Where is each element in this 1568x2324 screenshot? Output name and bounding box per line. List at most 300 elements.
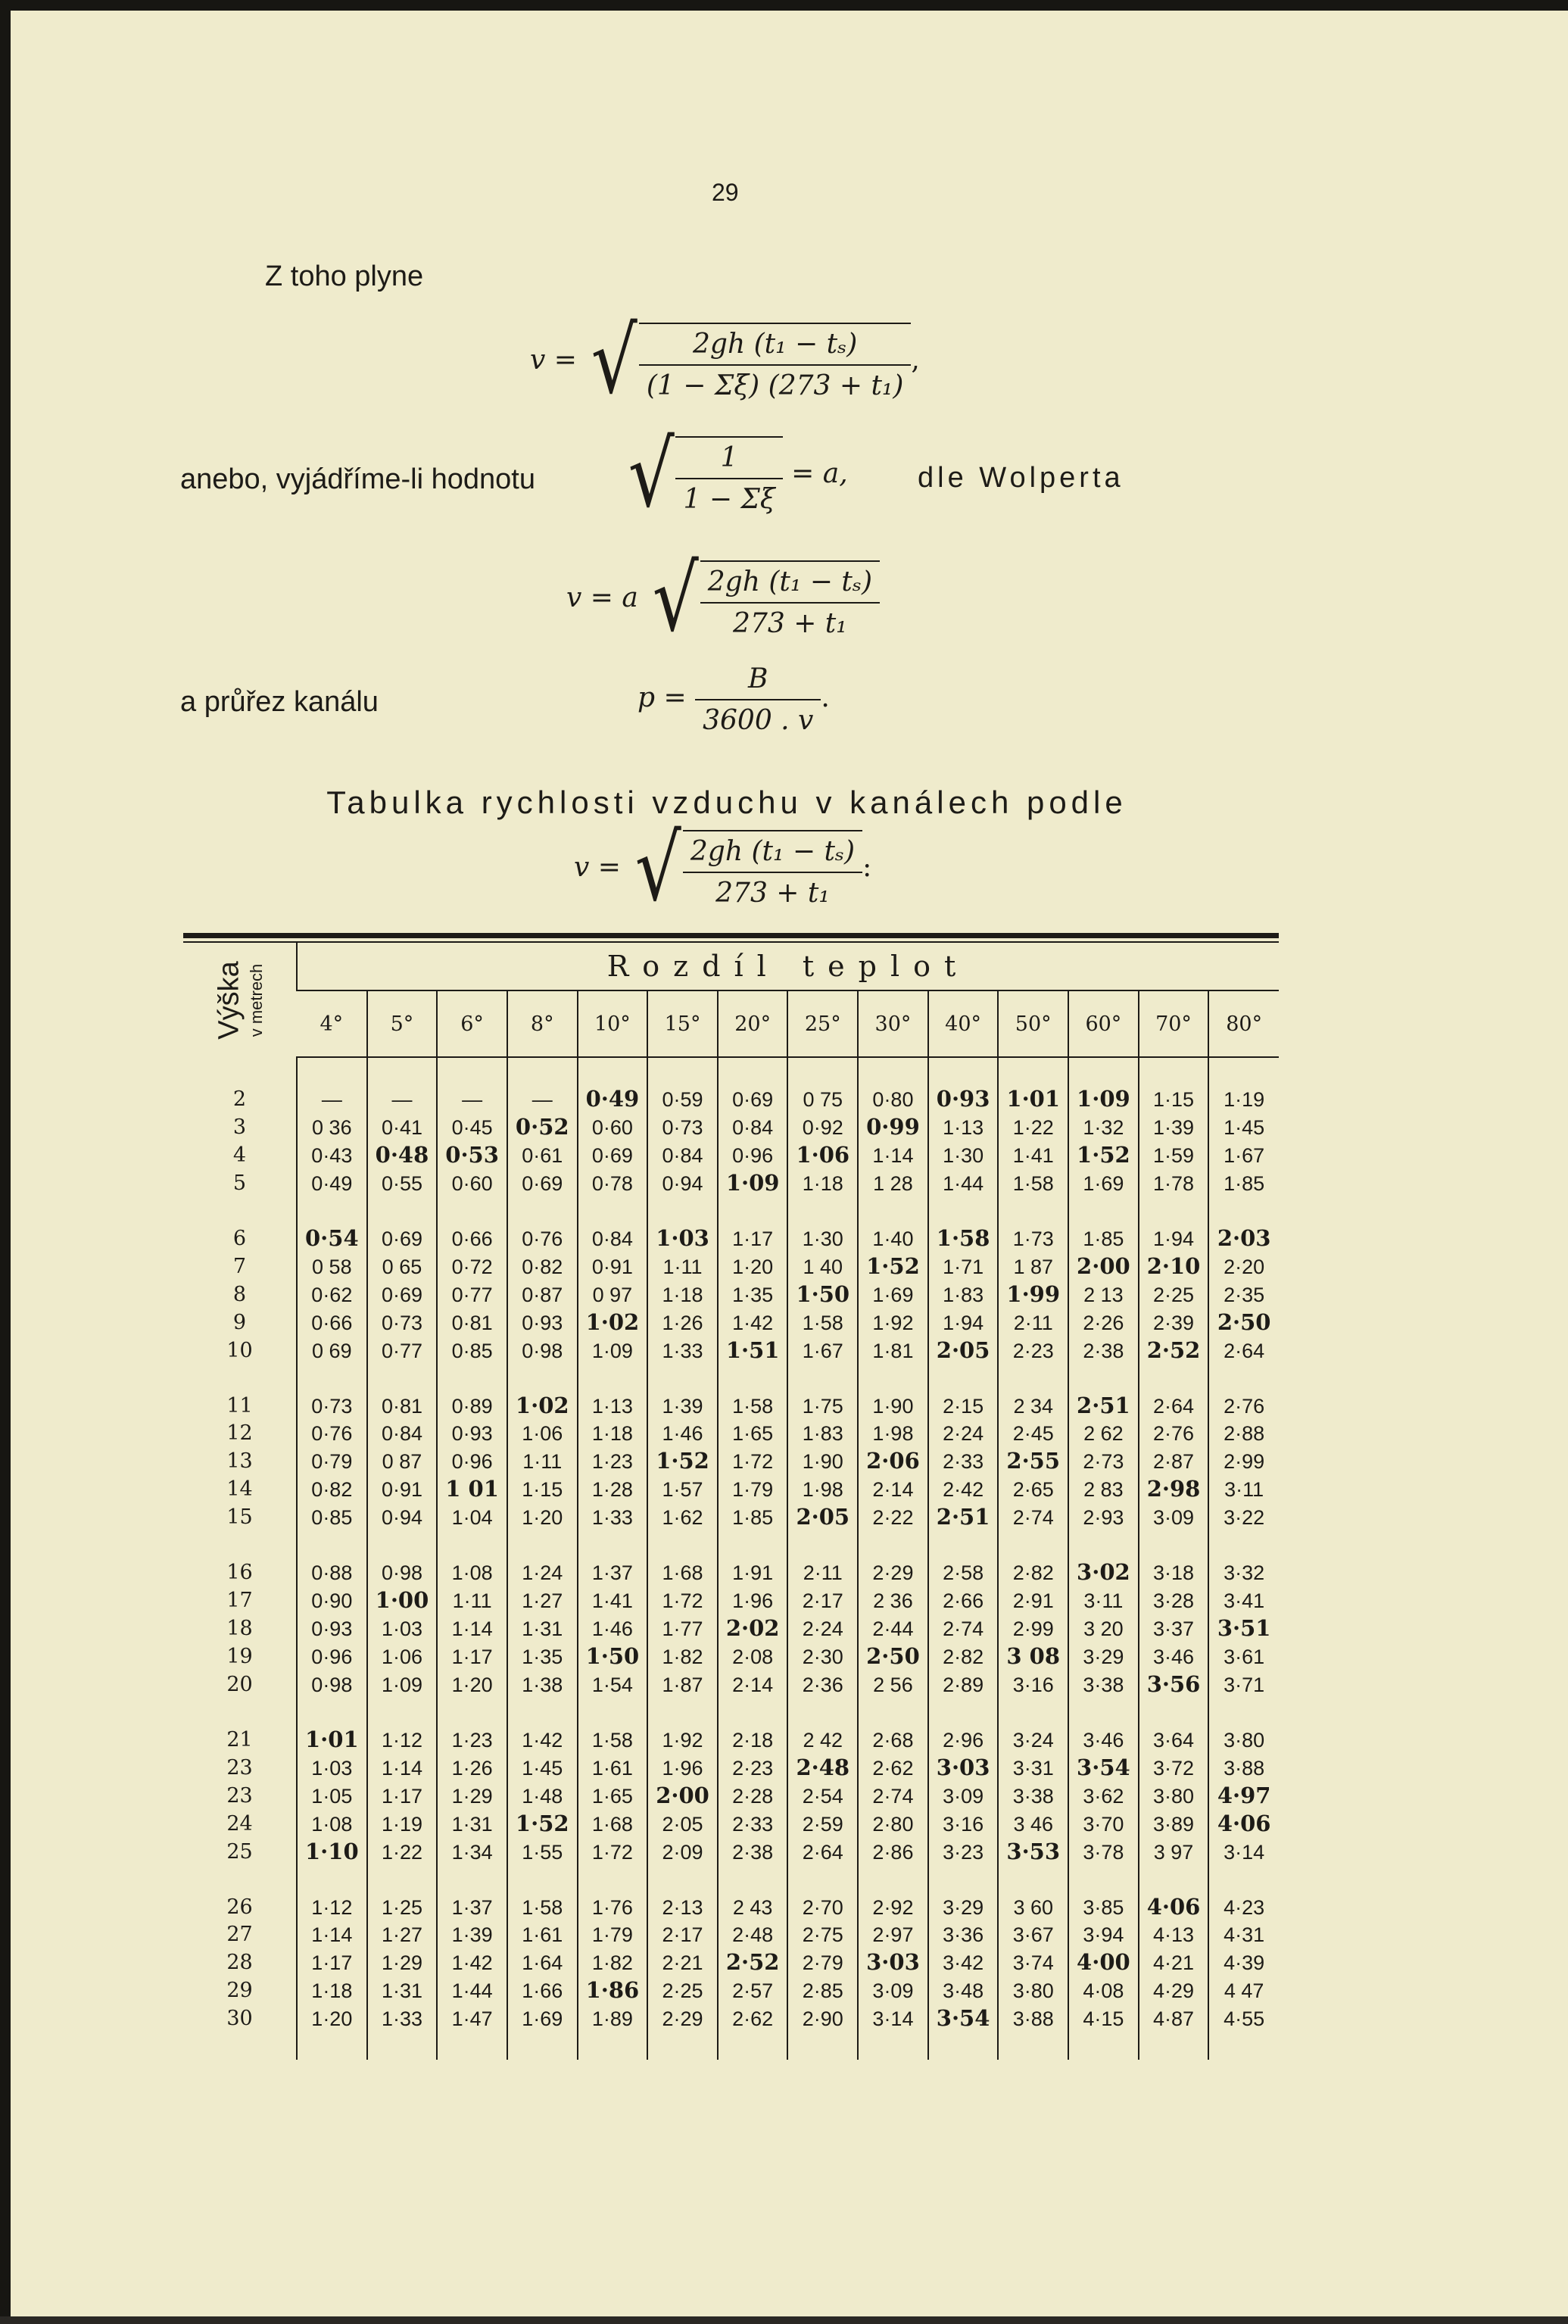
velocity-cell: 0 36 bbox=[297, 1113, 367, 1141]
velocity-cell: 1·96 bbox=[718, 1586, 788, 1614]
velocity-cell: 2·96 bbox=[928, 1726, 999, 1754]
velocity-cell: 1·31 bbox=[367, 1976, 438, 2004]
velocity-cell: 1·23 bbox=[437, 1726, 507, 1754]
velocity-cell: 2·58 bbox=[928, 1558, 999, 1586]
spacer-cell bbox=[1208, 2032, 1279, 2060]
spacer-cell bbox=[1139, 1866, 1209, 1893]
velocity-cell: 1·40 bbox=[858, 1224, 928, 1252]
column-header-2: 5° bbox=[367, 990, 438, 1057]
spacer-cell bbox=[507, 1531, 578, 1558]
velocity-value-bold: 1·52 bbox=[1077, 1142, 1130, 1168]
velocity-value-bold: 0·93 bbox=[936, 1086, 990, 1112]
velocity-cell: 1·09 bbox=[578, 1337, 648, 1365]
spacer-cell bbox=[507, 1365, 578, 1392]
velocity-cell: 2·99 bbox=[998, 1614, 1068, 1642]
velocity-cell: 2·74 bbox=[858, 1782, 928, 1810]
velocity-cell: 2·59 bbox=[787, 1810, 858, 1838]
velocity-cell: 1·59 bbox=[1139, 1141, 1209, 1169]
velocity-cell: 2·26 bbox=[1068, 1309, 1139, 1337]
velocity-cell bbox=[718, 1948, 788, 1976]
velocity-cell bbox=[858, 1252, 928, 1281]
formula-1-numerator: 2gh (t₁ − tₛ) bbox=[639, 329, 912, 366]
velocity-cell: 1·32 bbox=[1068, 1113, 1139, 1141]
velocity-cell: 0·96 bbox=[718, 1141, 788, 1169]
row-height-value: 26 bbox=[226, 1895, 253, 1919]
spacer-cell bbox=[718, 1866, 788, 1893]
formula-2-denominator: 1 − Σξ bbox=[683, 484, 775, 515]
velocity-cell: 0·92 bbox=[787, 1113, 858, 1141]
velocity-cell: 1·58 bbox=[787, 1309, 858, 1337]
velocity-cell: 1 87 bbox=[998, 1252, 1068, 1281]
velocity-cell: 1·18 bbox=[787, 1169, 858, 1197]
velocity-cell: 1·04 bbox=[437, 1503, 507, 1531]
velocity-cell: 1·57 bbox=[647, 1475, 718, 1503]
velocity-cell: — bbox=[437, 1085, 507, 1113]
group-separator bbox=[183, 1866, 1279, 1893]
velocity-cell: 2·99 bbox=[1208, 1447, 1279, 1475]
velocity-cell: 1·94 bbox=[1139, 1224, 1209, 1252]
table-row bbox=[183, 1085, 1279, 1113]
row-height-value: 11 bbox=[226, 1393, 253, 1418]
velocity-cell: 3·61 bbox=[1208, 1642, 1279, 1670]
velocity-cell: 2·57 bbox=[718, 1976, 788, 2004]
velocity-cell: 3·80 bbox=[1208, 1726, 1279, 1754]
velocity-cell: 1·05 bbox=[297, 1782, 367, 1810]
velocity-cell: 1·44 bbox=[437, 1976, 507, 2004]
velocity-cell: 1·65 bbox=[718, 1420, 788, 1447]
velocity-cell: 1·69 bbox=[1068, 1169, 1139, 1197]
velocity-cell: 2·65 bbox=[998, 1475, 1068, 1503]
velocity-cell: 0 75 bbox=[787, 1085, 858, 1113]
velocity-cell: 1·39 bbox=[1139, 1113, 1209, 1141]
velocity-cell: 0·79 bbox=[297, 1447, 367, 1475]
velocity-cell: 4·55 bbox=[1208, 2004, 1279, 2032]
velocity-value-bold: 2·98 bbox=[1146, 1476, 1201, 1502]
velocity-cell bbox=[297, 1224, 367, 1252]
velocity-value-bold: 1·50 bbox=[585, 1643, 640, 1669]
velocity-cell: 1·06 bbox=[507, 1420, 578, 1447]
table-row bbox=[183, 1141, 1279, 1169]
spacer-cell bbox=[183, 2032, 297, 2060]
formula-5-numerator: 2gh (t₁ − tₛ) bbox=[683, 836, 862, 873]
velocity-cell: 1·37 bbox=[437, 1893, 507, 1921]
velocity-cell bbox=[998, 1447, 1068, 1475]
velocity-cell: 2·44 bbox=[858, 1614, 928, 1642]
row-height-value: 5 bbox=[232, 1171, 247, 1195]
velocity-cell: 3·38 bbox=[998, 1782, 1068, 1810]
velocity-cell: 0·55 bbox=[367, 1169, 438, 1197]
page-number: 29 bbox=[712, 179, 739, 206]
velocity-cell: 0·96 bbox=[437, 1447, 507, 1475]
velocity-cell bbox=[1068, 1085, 1139, 1113]
velocity-value-bold: 2·51 bbox=[936, 1504, 990, 1530]
table-row bbox=[183, 1614, 1279, 1642]
velocity-cell: 3 60 bbox=[998, 1893, 1068, 1921]
velocity-cell: 0·45 bbox=[437, 1113, 507, 1141]
spacer-cell bbox=[367, 1057, 438, 1085]
velocity-cell: 1·58 bbox=[578, 1726, 648, 1754]
velocity-cell: 2·14 bbox=[718, 1670, 788, 1699]
velocity-value-bold: 1·01 bbox=[1006, 1086, 1061, 1112]
table-row bbox=[183, 1392, 1279, 1420]
radical-sign: √ bbox=[635, 816, 682, 922]
velocity-cell: 1·58 bbox=[998, 1169, 1068, 1197]
column-header-11: 50° bbox=[998, 990, 1068, 1057]
velocity-cell: 3·88 bbox=[1208, 1754, 1279, 1782]
velocity-cell: 1·14 bbox=[437, 1614, 507, 1642]
velocity-value-bold: 1·00 bbox=[375, 1587, 429, 1613]
velocity-cell: 2·33 bbox=[928, 1447, 999, 1475]
velocity-cell: 1·13 bbox=[928, 1113, 999, 1141]
velocity-cell: 0·84 bbox=[367, 1420, 438, 1447]
velocity-cell: 2·15 bbox=[928, 1392, 999, 1420]
velocity-cell: 2·76 bbox=[1208, 1392, 1279, 1420]
velocity-cell bbox=[367, 1586, 438, 1614]
radical-sign: √ bbox=[591, 309, 638, 414]
formula-velocity-full bbox=[530, 309, 920, 414]
velocity-cell: 2 43 bbox=[718, 1893, 788, 1921]
velocity-cell: 1·31 bbox=[437, 1810, 507, 1838]
velocity-cell: 2·30 bbox=[787, 1642, 858, 1670]
scan-border-left bbox=[0, 0, 11, 2324]
velocity-cell: 1·33 bbox=[647, 1337, 718, 1365]
velocity-value-bold: 1·03 bbox=[656, 1225, 709, 1251]
velocity-cell: 0 65 bbox=[367, 1252, 438, 1281]
velocity-value-bold: 2·52 bbox=[1146, 1337, 1201, 1363]
velocity-cell: 0·82 bbox=[297, 1475, 367, 1503]
velocity-cell: 1·29 bbox=[437, 1782, 507, 1810]
velocity-cell: 1·23 bbox=[578, 1447, 648, 1475]
velocity-cell: 1·27 bbox=[507, 1586, 578, 1614]
velocity-cell bbox=[1068, 1252, 1139, 1281]
velocity-cell: 3·78 bbox=[1068, 1838, 1139, 1866]
table-row bbox=[183, 1503, 1279, 1531]
velocity-cell bbox=[928, 1754, 999, 1782]
velocity-cell: 0·77 bbox=[437, 1281, 507, 1309]
velocity-cell: 1·35 bbox=[718, 1281, 788, 1309]
spacer-cell bbox=[1208, 1699, 1279, 1726]
velocity-cell bbox=[787, 1503, 858, 1531]
velocity-cell: 0·73 bbox=[647, 1113, 718, 1141]
velocity-cell: 2·13 bbox=[647, 1893, 718, 1921]
velocity-cell bbox=[1139, 1893, 1209, 1921]
spacer-cell bbox=[437, 1531, 507, 1558]
velocity-cell: 3·32 bbox=[1208, 1558, 1279, 1586]
column-header-7: 20° bbox=[718, 990, 788, 1057]
velocity-cell: 0·98 bbox=[367, 1558, 438, 1586]
velocity-value-bold: 2·06 bbox=[866, 1448, 920, 1474]
velocity-value-bold: 2·05 bbox=[936, 1337, 990, 1363]
velocity-cell: 1·79 bbox=[578, 1921, 648, 1948]
velocity-cell bbox=[998, 1281, 1068, 1309]
velocity-cell: 4·23 bbox=[1208, 1893, 1279, 1921]
velocity-cell: 0·73 bbox=[297, 1392, 367, 1420]
spacer-cell bbox=[437, 1365, 507, 1392]
velocity-cell bbox=[507, 1392, 578, 1420]
group-separator bbox=[183, 1699, 1279, 1726]
velocity-cell: 0·60 bbox=[578, 1113, 648, 1141]
velocity-cell: 2·87 bbox=[1139, 1447, 1209, 1475]
velocity-value-bold: 4·06 bbox=[1146, 1894, 1201, 1920]
spacer-cell bbox=[297, 1699, 367, 1726]
velocity-cell: 1·15 bbox=[1139, 1085, 1209, 1113]
row-height-value: 7 bbox=[232, 1254, 247, 1278]
velocity-cell: 1·94 bbox=[928, 1309, 999, 1337]
velocity-value-bold: 0·53 bbox=[445, 1142, 499, 1168]
velocity-cell: 3·88 bbox=[998, 2004, 1068, 2032]
spacer-cell bbox=[578, 2032, 648, 2060]
spacer-cell bbox=[858, 1365, 928, 1392]
table-caption: Tabulka rychlosti vzduchu v kanálech podle bbox=[326, 785, 1127, 820]
velocity-cell: 1·72 bbox=[718, 1447, 788, 1475]
velocity-value-bold: 3·53 bbox=[1006, 1839, 1061, 1864]
velocity-cell: 1·20 bbox=[437, 1670, 507, 1699]
table-row bbox=[183, 1726, 1279, 1754]
table-row bbox=[183, 2004, 1279, 2032]
velocity-value-bold: 0·54 bbox=[305, 1225, 359, 1251]
velocity-cell bbox=[928, 2004, 999, 2032]
spacer-cell bbox=[183, 1057, 297, 1085]
velocity-cell: 1·92 bbox=[647, 1726, 718, 1754]
velocity-cell: 1·22 bbox=[367, 1838, 438, 1866]
spacer-cell bbox=[998, 1197, 1068, 1224]
spacer-cell bbox=[297, 1531, 367, 1558]
velocity-cell: 3·41 bbox=[1208, 1586, 1279, 1614]
velocity-cell: 2·21 bbox=[647, 1948, 718, 1976]
velocity-cell: 2·36 bbox=[787, 1670, 858, 1699]
group-separator bbox=[183, 1365, 1279, 1392]
velocity-cell bbox=[578, 1976, 648, 2004]
velocity-cell bbox=[1208, 1810, 1279, 1838]
velocity-value-bold: 2·00 bbox=[656, 1783, 709, 1808]
velocity-cell: 2·85 bbox=[787, 1976, 858, 2004]
velocity-cell: 1·15 bbox=[507, 1475, 578, 1503]
spacer-cell bbox=[437, 1866, 507, 1893]
velocity-cell: 0·93 bbox=[437, 1420, 507, 1447]
velocity-cell: 2 42 bbox=[787, 1726, 858, 1754]
spacer-cell bbox=[578, 1531, 648, 1558]
velocity-value-bold: 2·51 bbox=[1077, 1393, 1130, 1418]
spacer-cell bbox=[647, 1365, 718, 1392]
velocity-cell bbox=[507, 1810, 578, 1838]
formula-1-lhs: v = bbox=[530, 345, 577, 376]
height-column-header bbox=[183, 943, 297, 1057]
velocity-cell: 2·11 bbox=[787, 1558, 858, 1586]
velocity-cell: 1·11 bbox=[647, 1252, 718, 1281]
velocity-value-bold: 1·51 bbox=[725, 1337, 780, 1363]
spacer-cell bbox=[718, 2032, 788, 2060]
velocity-cell: 3·11 bbox=[1068, 1586, 1139, 1614]
velocity-value-bold: 2·50 bbox=[866, 1643, 920, 1669]
velocity-table bbox=[183, 943, 1279, 2060]
row-height-value: 10 bbox=[226, 1338, 253, 1362]
velocity-cell: 2·45 bbox=[998, 1420, 1068, 1447]
row-height-value: 17 bbox=[226, 1588, 253, 1612]
velocity-cell: 2·93 bbox=[1068, 1503, 1139, 1531]
velocity-cell: 4·08 bbox=[1068, 1976, 1139, 2004]
spacer-cell bbox=[1139, 2032, 1209, 2060]
spacer-cell bbox=[858, 1057, 928, 1085]
spacer-cell bbox=[183, 1699, 297, 1726]
row-height-value: 23 bbox=[226, 1755, 253, 1780]
spacer-cell bbox=[647, 1699, 718, 1726]
velocity-cell bbox=[647, 1447, 718, 1475]
velocity-cell: 1·69 bbox=[507, 2004, 578, 2032]
velocity-cell: 1·20 bbox=[718, 1252, 788, 1281]
velocity-value-bold: 4·97 bbox=[1217, 1783, 1271, 1808]
velocity-value-bold: 3·03 bbox=[866, 1949, 920, 1975]
velocity-cell: 2·92 bbox=[858, 1893, 928, 1921]
radical-sign: √ bbox=[628, 423, 675, 528]
velocity-cell: 0·88 bbox=[297, 1558, 367, 1586]
velocity-cell: 0·81 bbox=[367, 1392, 438, 1420]
spacer-cell bbox=[507, 1057, 578, 1085]
velocity-cell: 1·19 bbox=[367, 1810, 438, 1838]
table-top-padding bbox=[183, 1057, 1279, 1085]
velocity-table-container bbox=[183, 933, 1279, 2060]
velocity-cell: 2·24 bbox=[787, 1614, 858, 1642]
velocity-cell: 1·03 bbox=[367, 1614, 438, 1642]
column-header-13: 70° bbox=[1139, 990, 1209, 1057]
velocity-cell: 3·31 bbox=[998, 1754, 1068, 1782]
velocity-cell: 0·41 bbox=[367, 1113, 438, 1141]
velocity-cell: 4·13 bbox=[1139, 1921, 1209, 1948]
velocity-cell: 2·76 bbox=[1139, 1420, 1209, 1447]
velocity-cell: 2·64 bbox=[787, 1838, 858, 1866]
velocity-cell: 0·76 bbox=[297, 1420, 367, 1447]
velocity-cell: 3·70 bbox=[1068, 1810, 1139, 1838]
velocity-cell: 2 36 bbox=[858, 1586, 928, 1614]
formula-1-tail: , bbox=[911, 345, 920, 376]
velocity-cell: 2·64 bbox=[1139, 1392, 1209, 1420]
velocity-cell: 1·62 bbox=[647, 1503, 718, 1531]
velocity-cell: 1·17 bbox=[718, 1224, 788, 1252]
velocity-cell: 1·98 bbox=[858, 1420, 928, 1447]
velocity-value-bold: 2·48 bbox=[796, 1755, 850, 1780]
velocity-cell: 1·45 bbox=[507, 1754, 578, 1782]
spacer-cell bbox=[1068, 1531, 1139, 1558]
velocity-cell: 1·33 bbox=[367, 2004, 438, 2032]
velocity-cell: 3·85 bbox=[1068, 1893, 1139, 1921]
spacer-cell bbox=[928, 1365, 999, 1392]
velocity-cell: 1·12 bbox=[367, 1726, 438, 1754]
velocity-cell: 3·67 bbox=[998, 1921, 1068, 1948]
velocity-cell: 0·77 bbox=[367, 1337, 438, 1365]
velocity-cell: 3·80 bbox=[1139, 1782, 1209, 1810]
table-bottom-padding bbox=[183, 2032, 1279, 2060]
scan-border-top bbox=[0, 0, 1568, 11]
spacer-cell bbox=[1068, 1699, 1139, 1726]
velocity-value-bold: 2·10 bbox=[1146, 1253, 1201, 1279]
velocity-cell bbox=[858, 1447, 928, 1475]
velocity-cell: 1·87 bbox=[647, 1670, 718, 1699]
row-height-value: 18 bbox=[226, 1616, 253, 1640]
formula-2-fraction bbox=[675, 442, 782, 515]
velocity-cell: 1·83 bbox=[928, 1281, 999, 1309]
spacer-cell bbox=[1139, 1365, 1209, 1392]
table-row bbox=[183, 1309, 1279, 1337]
velocity-value-bold: 1·50 bbox=[796, 1281, 850, 1307]
row-height-value: 16 bbox=[226, 1560, 253, 1584]
spacer-cell bbox=[718, 1699, 788, 1726]
velocity-cell: 1·78 bbox=[1139, 1169, 1209, 1197]
velocity-cell: 3·48 bbox=[928, 1976, 999, 2004]
spacer-cell bbox=[297, 1866, 367, 1893]
spacer-cell bbox=[183, 1365, 297, 1392]
row-height-value: 9 bbox=[232, 1310, 247, 1334]
velocity-cell: 2·79 bbox=[787, 1948, 858, 1976]
height-label: Výška bbox=[213, 960, 245, 1040]
velocity-value-bold: 1 01 bbox=[445, 1476, 499, 1502]
velocity-cell bbox=[787, 1754, 858, 1782]
velocity-cell: 3·36 bbox=[928, 1921, 999, 1948]
velocity-cell: 3·16 bbox=[998, 1670, 1068, 1699]
velocity-cell: 0·66 bbox=[437, 1224, 507, 1252]
velocity-cell: 3·71 bbox=[1208, 1670, 1279, 1699]
velocity-value-bold: 2·00 bbox=[1077, 1253, 1130, 1279]
velocity-cell: 2·42 bbox=[928, 1475, 999, 1503]
group-separator bbox=[183, 1197, 1279, 1224]
velocity-cell bbox=[578, 1309, 648, 1337]
velocity-cell: 2·62 bbox=[718, 2004, 788, 2032]
velocity-cell: 3·62 bbox=[1068, 1782, 1139, 1810]
velocity-value-bold: 2·50 bbox=[1217, 1309, 1271, 1335]
spacer-cell bbox=[507, 1866, 578, 1893]
scan-border-bottom bbox=[0, 2316, 1568, 2324]
velocity-cell: 1·96 bbox=[647, 1754, 718, 1782]
velocity-cell bbox=[1068, 1141, 1139, 1169]
velocity-cell: 3·11 bbox=[1208, 1475, 1279, 1503]
table-row bbox=[183, 1838, 1279, 1866]
velocity-cell bbox=[928, 1503, 999, 1531]
velocity-cell: 1·38 bbox=[507, 1670, 578, 1699]
velocity-cell: 2·11 bbox=[998, 1309, 1068, 1337]
velocity-cell bbox=[1208, 1309, 1279, 1337]
velocity-cell: 1·30 bbox=[787, 1224, 858, 1252]
velocity-cell: 1·82 bbox=[647, 1642, 718, 1670]
velocity-cell: 2·54 bbox=[787, 1782, 858, 1810]
velocity-cell: 3·94 bbox=[1068, 1921, 1139, 1948]
velocity-cell: 4·31 bbox=[1208, 1921, 1279, 1948]
velocity-cell: 3·80 bbox=[998, 1976, 1068, 2004]
velocity-cell: 1·41 bbox=[998, 1141, 1068, 1169]
velocity-value-bold: 2·52 bbox=[725, 1949, 780, 1975]
velocity-value-bold: 1·02 bbox=[585, 1309, 640, 1335]
velocity-cell: 0·81 bbox=[437, 1309, 507, 1337]
velocity-cell: 1·72 bbox=[647, 1586, 718, 1614]
velocity-cell: 0·91 bbox=[578, 1252, 648, 1281]
table-body bbox=[183, 1057, 1279, 2060]
velocity-cell bbox=[507, 1113, 578, 1141]
spacer-cell bbox=[647, 1197, 718, 1224]
spacer-cell bbox=[928, 1197, 999, 1224]
velocity-cell: 1·19 bbox=[1208, 1085, 1279, 1113]
velocity-cell: 1·73 bbox=[998, 1224, 1068, 1252]
velocity-value-bold: 1·58 bbox=[936, 1225, 990, 1251]
velocity-cell bbox=[928, 1224, 999, 1252]
formula-5-fraction bbox=[683, 836, 862, 909]
spacer-cell bbox=[998, 1365, 1068, 1392]
velocity-cell: 2·05 bbox=[647, 1810, 718, 1838]
formula-1-denominator: (1 − Σξ) (273 + t₁) bbox=[646, 370, 904, 401]
velocity-cell: 3·74 bbox=[998, 1948, 1068, 1976]
velocity-cell: 1·75 bbox=[787, 1392, 858, 1420]
velocity-value-bold: 2·02 bbox=[725, 1615, 780, 1641]
velocity-cell: 2·39 bbox=[1139, 1309, 1209, 1337]
velocity-cell: 3·46 bbox=[1068, 1726, 1139, 1754]
velocity-value-bold: 3·54 bbox=[1077, 1755, 1130, 1780]
row-height-value: 27 bbox=[226, 1923, 253, 1946]
